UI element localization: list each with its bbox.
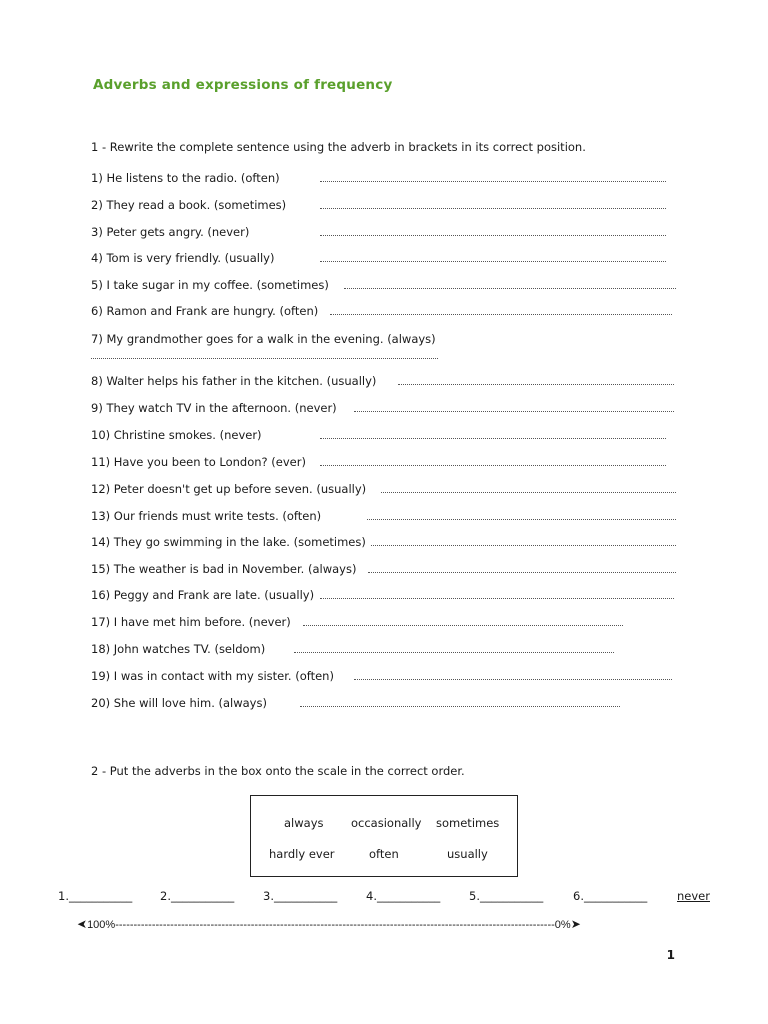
- question-10: 10) Christine smokes. (never): [91, 428, 262, 442]
- question-7: 7) My grandmother goes for a walk in the evening. (always): [91, 332, 436, 346]
- question-14: 14) They go swimming in the lake. (sometimes): [91, 535, 366, 549]
- scale-slot-6[interactable]: 6.___________: [573, 889, 648, 903]
- page-number: 1: [666, 948, 675, 962]
- answer-line-4[interactable]: [320, 261, 666, 262]
- answer-line-5[interactable]: [344, 288, 676, 289]
- worksheet-title: Adverbs and expressions of frequency: [93, 77, 393, 93]
- answer-line-16[interactable]: [320, 598, 674, 599]
- answer-line-12[interactable]: [381, 492, 676, 493]
- question-17: 17) I have met him before. (never): [91, 615, 291, 629]
- adverb-word-box: [250, 795, 518, 877]
- answer-line-17[interactable]: [303, 625, 623, 626]
- question-1: 1) He listens to the radio. (often): [91, 171, 280, 185]
- word-often: often: [369, 847, 399, 861]
- answer-line-20[interactable]: [300, 706, 620, 707]
- question-11: 11) Have you been to London? (ever): [91, 455, 306, 469]
- scale-left-label: 100%: [87, 919, 116, 931]
- right-arrow-icon: ➤: [570, 917, 581, 931]
- word-usually: usually: [447, 847, 488, 861]
- question-18: 18) John watches TV. (seldom): [91, 642, 266, 656]
- question-8: 8) Walter helps his father in the kitchen. (usually): [91, 374, 377, 388]
- answer-line-1[interactable]: [320, 181, 666, 182]
- exercise-1-instruction: 1 - Rewrite the complete sentence using the adverb in brackets in its correct position.: [91, 140, 586, 154]
- answer-line-18[interactable]: [294, 652, 614, 653]
- question-4: 4) Tom is very friendly. (usually): [91, 251, 275, 265]
- scale-end-never: never: [677, 889, 710, 903]
- question-19: 19) I was in contact with my sister. (often): [91, 669, 334, 683]
- answer-line-15[interactable]: [368, 572, 676, 573]
- answer-line-3[interactable]: [320, 235, 666, 236]
- word-sometimes: sometimes: [436, 816, 500, 830]
- left-arrow-icon: ➤: [77, 917, 88, 931]
- question-5: 5) I take sugar in my coffee. (sometimes): [91, 278, 329, 292]
- answer-line-7[interactable]: [91, 358, 438, 359]
- exercise-2-instruction: 2 - Put the adverbs in the box onto the scale in the correct order.: [91, 764, 465, 778]
- answer-line-14[interactable]: [371, 545, 676, 546]
- word-always: always: [284, 816, 324, 830]
- scale-dashes: ------------------------------------------------------------------------------------------------------------------------: [115, 919, 555, 931]
- frequency-scale: [77, 917, 581, 931]
- question-9: 9) They watch TV in the afternoon. (never): [91, 401, 337, 415]
- answer-line-8[interactable]: [398, 384, 674, 385]
- scale-slot-2[interactable]: 2.___________: [160, 889, 235, 903]
- answer-line-2[interactable]: [320, 208, 666, 209]
- answer-line-6[interactable]: [330, 314, 672, 315]
- answer-line-9[interactable]: [354, 411, 674, 412]
- word-hardly-ever: hardly ever: [269, 847, 335, 861]
- question-13: 13) Our friends must write tests. (often): [91, 509, 322, 523]
- scale-slot-5[interactable]: 5.___________: [469, 889, 544, 903]
- word-occasionally: occasionally: [351, 816, 422, 830]
- answer-line-19[interactable]: [354, 679, 672, 680]
- question-20: 20) She will love him. (always): [91, 696, 267, 710]
- scale-slot-1[interactable]: 1.___________: [58, 889, 133, 903]
- question-3: 3) Peter gets angry. (never): [91, 225, 250, 239]
- scale-slot-4[interactable]: 4.___________: [366, 889, 441, 903]
- question-15: 15) The weather is bad in November. (always): [91, 562, 357, 576]
- answer-line-10[interactable]: [320, 438, 666, 439]
- scale-right-label: 0%: [554, 919, 571, 931]
- question-12: 12) Peter doesn't get up before seven. (usually): [91, 482, 367, 496]
- scale-slot-3[interactable]: 3.___________: [263, 889, 338, 903]
- question-2: 2) They read a book. (sometimes): [91, 198, 287, 212]
- question-16: 16) Peggy and Frank are late. (usually): [91, 588, 315, 602]
- answer-line-13[interactable]: [367, 519, 676, 520]
- answer-line-11[interactable]: [320, 465, 666, 466]
- question-6: 6) Ramon and Frank are hungry. (often): [91, 304, 319, 318]
